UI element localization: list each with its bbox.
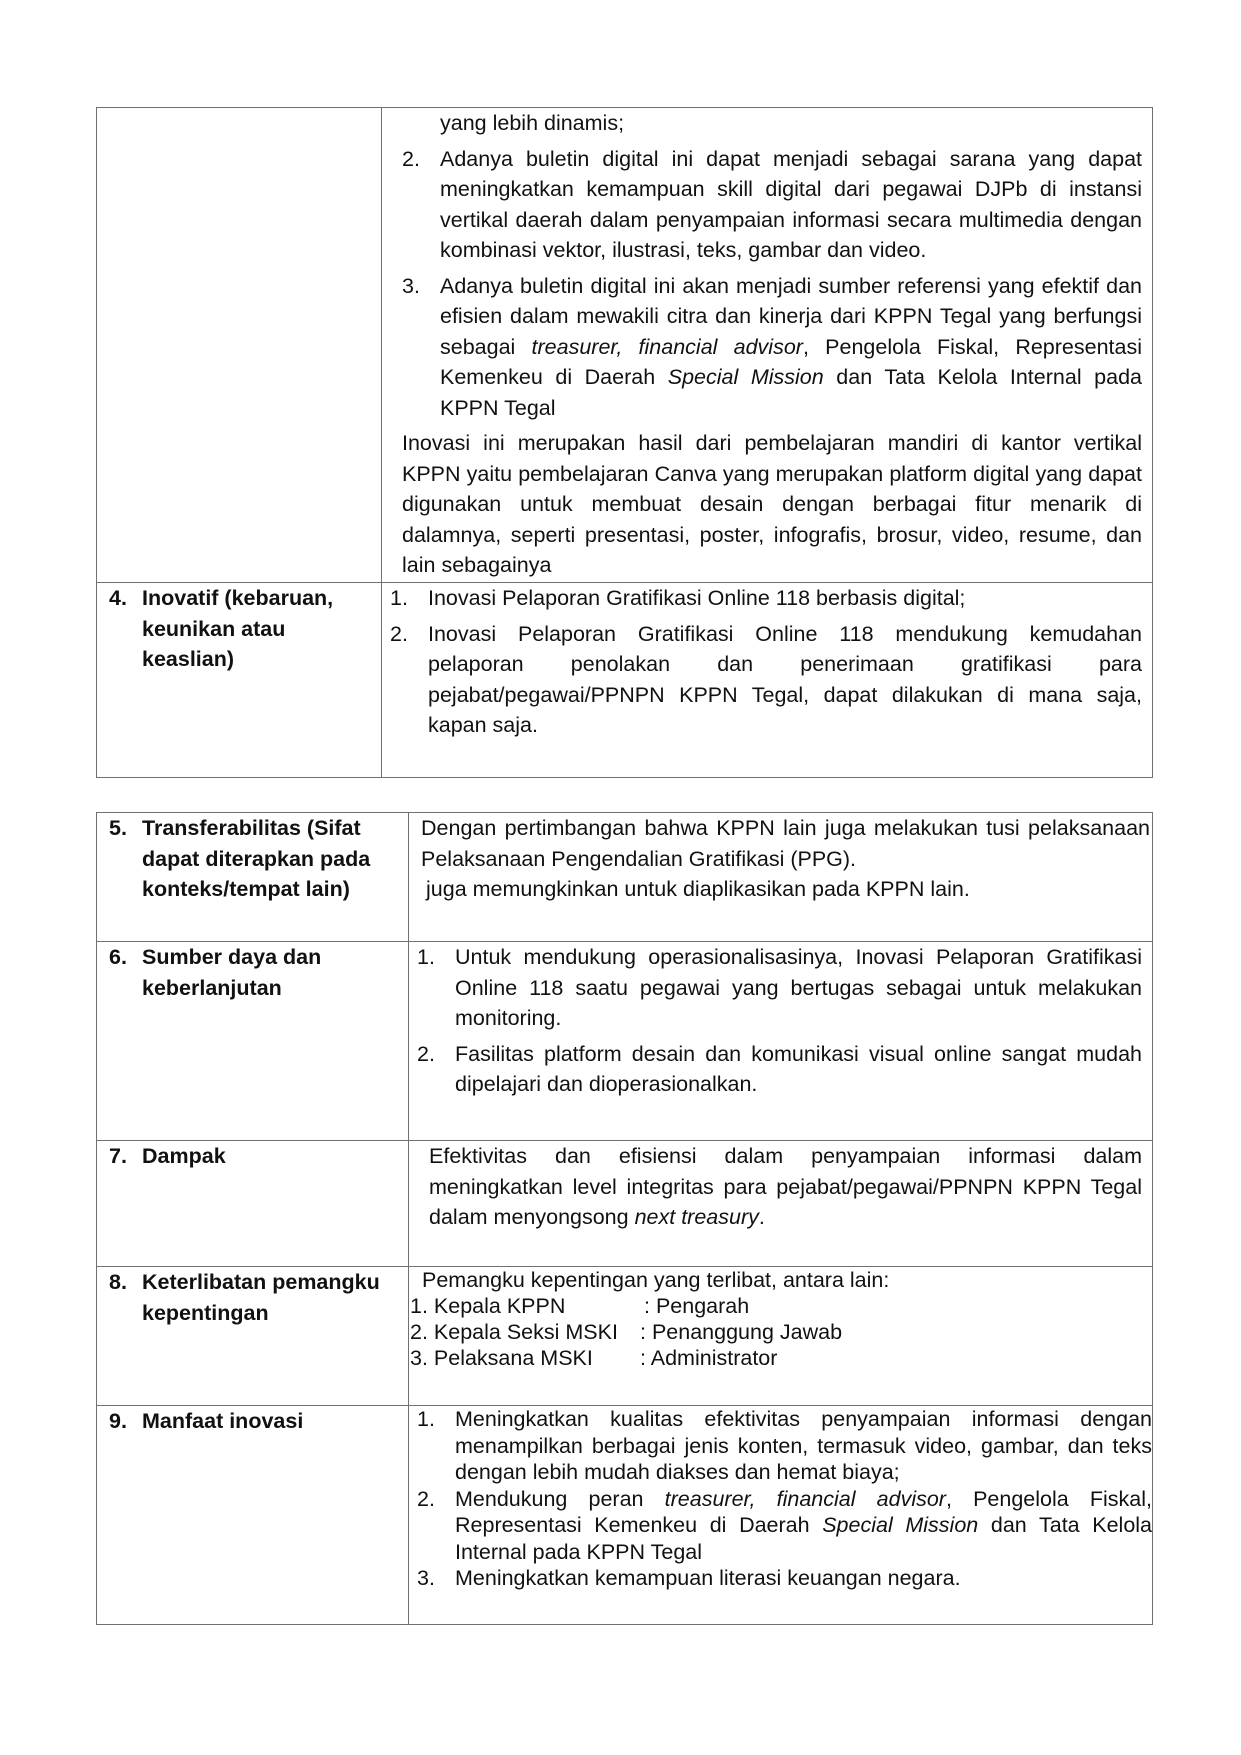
criterion-label [109, 813, 400, 905]
list-item [417, 1406, 1152, 1486]
label-cell [97, 942, 409, 1141]
content-cell [409, 942, 1153, 1141]
table-row [97, 813, 1153, 942]
stakeholder-role: : Penanggung Jawab [640, 1320, 843, 1344]
label-cell-empty [97, 108, 382, 583]
content-cell [409, 1141, 1153, 1267]
stakeholder-row [410, 1319, 1142, 1345]
paragraph [429, 1141, 1142, 1233]
paragraph-text: Efektivitas dan efisiensi dalam penyampaian informasi dalam meningkatkan level integritas para pejabat/pegawai/PPNPN KPPN Tegal dalam menyongsong [429, 1144, 1142, 1229]
criterion-label [109, 1406, 400, 1437]
list-text: Adanya buletin digital ini akan menjadi sumber referensi yang efektif dan efisien dalam mewakili citra dan kinerja dari KPPN Tegal yang berfungsi sebagai [440, 273, 1142, 359]
list-text: , Pengelola Fiskal, Representasi Kemenkeu di Daerah [455, 1486, 1152, 1537]
stakeholder-role: : Administrator [640, 1346, 778, 1370]
list-text: dan Tata Kelola Internal pada KPPN Tegal [440, 365, 1142, 420]
criterion-title: Dampak [142, 1144, 226, 1168]
list-text-italic: treasurer, financial advisor [531, 334, 803, 359]
paragraph-text-italic: next treasury [634, 1205, 759, 1229]
list-number: 3. [402, 273, 420, 298]
list-item [402, 271, 1142, 424]
list-number: 1. [390, 586, 408, 610]
criterion-label [109, 583, 373, 675]
list-number: 2. [417, 1486, 435, 1511]
criterion-title: Manfaat inovasi [142, 1409, 304, 1433]
criterion-number: 6. [109, 945, 127, 969]
content-cell [382, 583, 1153, 778]
list-text: Meningkatkan kualitas efektivitas penyampaian informasi dengan menampilkan berbagai jenis konten, termasuk video, gambar, dan teks dengan lebih mudah diakses dan hemat biaya; [455, 1407, 1152, 1484]
criterion-label [109, 1141, 400, 1172]
content-cell [409, 1267, 1153, 1406]
list-text: , Pengelola Fiskal, Representasi Kemenkeu di Daerah [440, 334, 1142, 389]
criterion-label [109, 942, 400, 1003]
list-text: Fasilitas platform desain dan komunikasi visual online sangat mudah dipelajari dan dioperasionalkan. [455, 1041, 1142, 1096]
list-number: 2. [402, 146, 420, 171]
list-item [402, 144, 1142, 266]
list-text: Untuk mendukung operasionalisasinya, Inovasi Pelaporan Gratifikasi Online 118 saatu pegawai yang bertugas sebagai untuk melakukan monitoring. [455, 945, 1142, 1030]
stakeholder-name: 2. Kepala Seksi MSKI [410, 1320, 618, 1344]
list-text-italic: Special Mission [667, 365, 824, 389]
list-text: Inovasi Pelaporan Gratifikasi Online 118 berbasis digital; [428, 586, 966, 610]
list-item [417, 1565, 1152, 1592]
list-number: 1. [417, 1407, 435, 1431]
list-item [417, 942, 1142, 1034]
list-item [390, 583, 1142, 614]
paragraph: Inovasi ini merupakan hasil dari pembelajaran mandiri di kantor vertikal KPPN yaitu pembelajaran Canva yang merupakan platform digital yang dapat digunakan untuk membuat desain dengan berbagai fitur menarik di dalamnya, seperti presentasi, poster, infografis, brosur, video, resume, dan lain sebagainya [402, 431, 1142, 577]
content-cell [409, 1406, 1153, 1625]
stakeholder-row [410, 1345, 1142, 1371]
list-item [417, 1039, 1142, 1100]
label-cell [97, 583, 382, 778]
criterion-label [109, 1267, 400, 1328]
paragraph: Dengan pertimbangan bahwa KPPN lain juga melakukan tusi pelaksanaan Pelaksanaan Pengendalian Gratifikasi (PPG). [421, 816, 1150, 871]
criterion-number: 7. [109, 1144, 127, 1168]
list-number: 2. [390, 621, 408, 646]
list-number: 3. [417, 1566, 435, 1590]
paragraph: juga memungkinkan untuk diaplikasikan pada KPPN lain. [426, 877, 970, 901]
criterion-number: 9. [109, 1409, 127, 1433]
content-cell [382, 108, 1153, 583]
stakeholder-name: 1. Kepala KPPN [410, 1294, 566, 1318]
table-row [97, 583, 1153, 778]
criterion-title: Inovatif (kebaruan, keunikan atau keaslian) [142, 586, 334, 671]
intro-text: Pemangku kepentingan yang terlibat, antara lain: [422, 1268, 890, 1292]
stakeholder-row [410, 1293, 1142, 1319]
stakeholder-role: : Pengarah [644, 1294, 750, 1318]
list-number: 2. [417, 1041, 435, 1066]
stakeholder-name: 3. Pelaksana MSKI [410, 1346, 593, 1370]
list-item [390, 619, 1142, 741]
criterion-title: Transferabilitas (Sifat dapat diterapkan pada konteks/tempat lain) [142, 816, 371, 901]
list-text-italic: Special Mission [822, 1513, 979, 1537]
table-row [97, 108, 1153, 583]
list-text: Adanya buletin digital ini dapat menjadi sebagai sarana yang dapat meningkatkan kemampuan skill digital dari pegawai DJPb di instansi vertikal daerah dalam penyampaian informasi secara multimedia dengan kombinasi vektor, ilustrasi, teks, gambar dan video. [440, 146, 1142, 262]
list-text: Mendukung peran [455, 1486, 665, 1511]
table-row [97, 1141, 1153, 1267]
criterion-title: Sumber daya dan keberlanjutan [142, 945, 322, 1000]
list-text: Meningkatkan kemampuan literasi keuangan negara. [455, 1566, 961, 1590]
label-cell [97, 1141, 409, 1267]
criterion-number: 5. [109, 816, 127, 840]
list-item [417, 1486, 1152, 1566]
criteria-table-continued [96, 107, 1153, 778]
label-cell [97, 1267, 409, 1406]
table-row [97, 942, 1153, 1141]
content-cell [409, 813, 1153, 942]
table-row [97, 1406, 1153, 1625]
label-cell [97, 813, 409, 942]
list-number: 1. [417, 945, 435, 969]
criterion-title: Keterlibatan pemangku kepentingan [142, 1270, 380, 1325]
list-text: dan Tata Kelola Internal pada KPPN Tegal [455, 1513, 1153, 1564]
criterion-number: 4. [109, 586, 127, 610]
criterion-number: 8. [109, 1270, 127, 1294]
criteria-table [96, 812, 1153, 1625]
table-row [97, 1267, 1153, 1406]
list-text: Inovasi Pelaporan Gratifikasi Online 118 mendukung kemudahan pelaporan penolakan dan penerimaan gratifikasi para pejabat/pegawai/PPNPN KPPN Tegal, dapat dilakukan di mana saja, kapan saja. [428, 621, 1142, 737]
continuation-text: yang lebih dinamis; [440, 111, 625, 135]
paragraph-text: . [758, 1205, 765, 1229]
list-text-italic: treasurer, financial advisor [664, 1486, 946, 1511]
label-cell [97, 1406, 409, 1625]
